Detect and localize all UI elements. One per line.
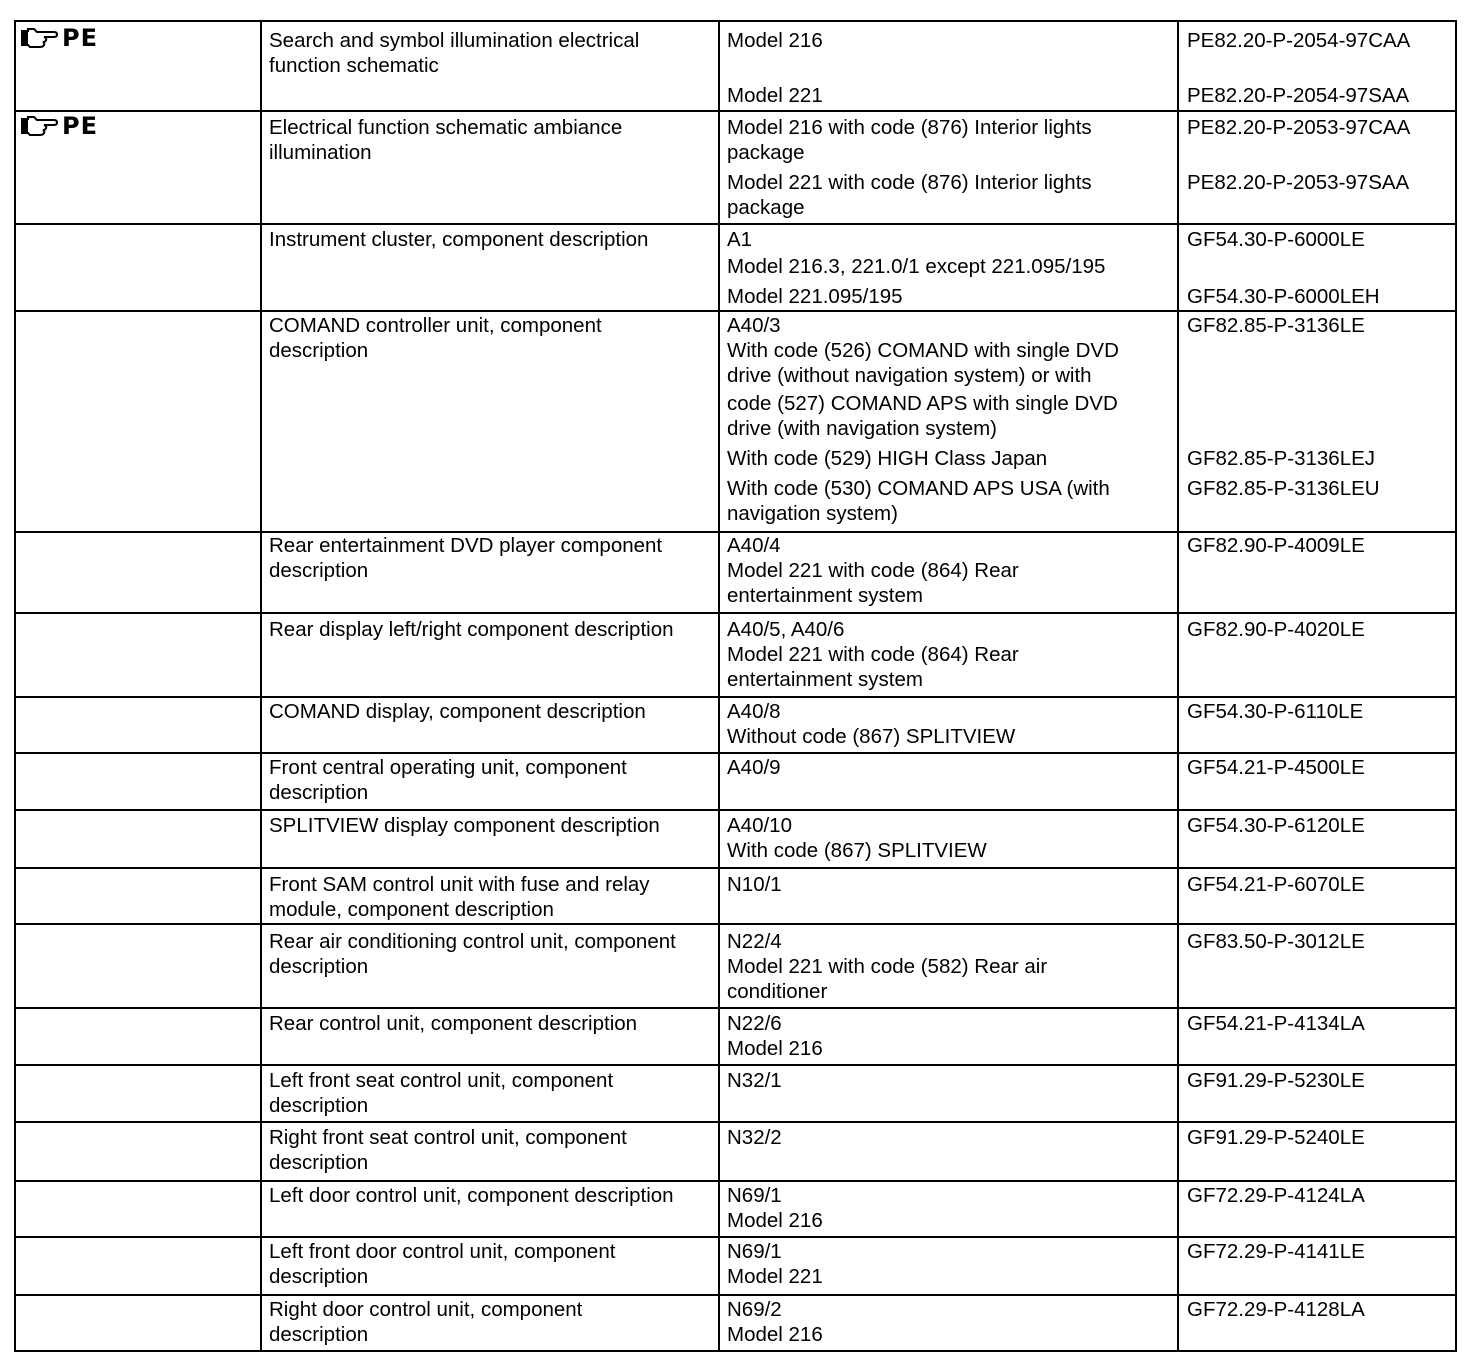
applicability-line: With code (529) HIGH Class Japan <box>727 447 1048 470</box>
component-description <box>269 1183 674 1208</box>
pointing-hand-icon <box>20 26 58 50</box>
document-reference[interactable]: PE82.20-P-2053-97CAA <box>1187 116 1411 139</box>
component-description <box>269 1011 637 1036</box>
column-divider <box>1177 809 1179 867</box>
column-divider <box>260 1121 262 1180</box>
column-divider <box>260 696 262 752</box>
column-divider <box>718 1236 720 1294</box>
applicability-line: conditioner <box>727 980 828 1003</box>
applicability-line: N32/2 <box>727 1126 782 1149</box>
applicability-line: navigation system) <box>727 502 898 525</box>
description-line: Left door control unit, component description <box>269 1184 674 1207</box>
column-divider <box>1177 110 1179 223</box>
applicability-line: Model 221 <box>727 1265 823 1288</box>
pe-reference-badge[interactable] <box>20 25 98 51</box>
applicability-line: drive (without navigation system) or with <box>727 364 1092 387</box>
description-line: Instrument cluster, component description <box>269 228 649 251</box>
document-reference[interactable]: GF82.85-P-3136LE <box>1187 314 1365 337</box>
applicability-text <box>727 476 1110 526</box>
component-description <box>269 929 676 979</box>
applicability-line: N22/4 <box>727 930 782 953</box>
applicability-line: N32/1 <box>727 1069 782 1092</box>
column-divider <box>718 1180 720 1236</box>
description-line: Right front seat control unit, component <box>269 1126 627 1149</box>
column-divider <box>718 223 720 310</box>
table-row <box>14 20 1457 112</box>
applicability-line: Model 216 with code (876) Interior lights <box>727 116 1092 139</box>
column-divider <box>260 22 262 110</box>
table-row <box>14 110 1457 225</box>
description-line: description <box>269 339 369 362</box>
table-row <box>14 1294 1457 1352</box>
applicability-line: code (527) COMAND APS with single DVD <box>727 392 1118 415</box>
component-description <box>269 533 662 583</box>
applicability-text <box>727 1239 823 1289</box>
column-divider <box>260 809 262 867</box>
applicability-text <box>727 1183 823 1233</box>
description-line: Left front door control unit, component <box>269 1240 616 1263</box>
description-line: Left front seat control unit, component <box>269 1069 614 1092</box>
column-divider <box>718 1007 720 1064</box>
description-line: Right door control unit, component <box>269 1298 583 1321</box>
description-line: description <box>269 559 369 582</box>
description-line: Electrical function schematic ambiance <box>269 116 623 139</box>
component-description <box>269 699 646 724</box>
component-description <box>269 813 660 838</box>
table-row <box>14 923 1457 1009</box>
document-reference[interactable]: GF54.21-P-6070LE <box>1187 873 1365 896</box>
description-line: description <box>269 781 369 804</box>
column-divider <box>1177 923 1179 1007</box>
column-divider <box>260 1294 262 1350</box>
column-divider <box>260 923 262 1007</box>
column-divider <box>718 22 720 110</box>
applicability-line: Model 221 with code (582) Rear air <box>727 955 1048 978</box>
applicability-text <box>727 755 781 780</box>
applicability-line: Model 221 with code (864) Rear <box>727 559 1019 582</box>
component-description <box>269 1297 582 1347</box>
applicability-line: Model 216 <box>727 1209 823 1232</box>
document-reference[interactable]: PE82.20-P-2054-97SAA <box>1187 84 1410 107</box>
column-divider <box>1177 612 1179 696</box>
applicability-line: A40/4 <box>727 534 781 557</box>
component-description <box>269 313 602 363</box>
applicability-line: drive (with navigation system) <box>727 417 998 440</box>
description-line: description <box>269 1151 369 1174</box>
description-line: SPLITVIEW display component description <box>269 814 660 837</box>
column-divider <box>1177 1121 1179 1180</box>
column-divider <box>260 612 262 696</box>
description-line: Rear air conditioning control unit, component <box>269 930 676 953</box>
applicability-text <box>727 254 1105 279</box>
document-reference[interactable]: GF82.90-P-4009LE <box>1187 534 1365 557</box>
column-divider <box>718 531 720 612</box>
table-row <box>14 1007 1457 1066</box>
table-row <box>14 867 1457 925</box>
applicability-text <box>727 313 1119 388</box>
applicability-line: Model 221 <box>727 84 823 107</box>
applicability-text <box>727 446 1047 471</box>
applicability-text <box>727 1068 782 1093</box>
column-divider <box>1177 531 1179 612</box>
table-row <box>14 752 1457 811</box>
pointing-hand-icon <box>20 114 58 138</box>
applicability-line: Model 221 with code (876) Interior lights <box>727 171 1092 194</box>
document-reference[interactable]: GF91.29-P-5240LE <box>1187 1126 1365 1149</box>
column-divider <box>718 1294 720 1350</box>
applicability-line: entertainment system <box>727 668 923 691</box>
document-reference[interactable]: GF72.29-P-4128LA <box>1187 1298 1365 1321</box>
applicability-line: A1 <box>727 228 753 251</box>
applicability-line: Model 216.3, 221.0/1 except 221.095/195 <box>727 255 1106 278</box>
applicability-line: Model 216 <box>727 1037 823 1060</box>
description-line: description <box>269 1094 369 1117</box>
column-divider <box>260 1180 262 1236</box>
applicability-line: A40/8 <box>727 700 781 723</box>
table-row <box>14 1064 1457 1123</box>
column-divider <box>1177 1007 1179 1064</box>
applicability-text <box>727 28 823 53</box>
applicability-text <box>727 1125 782 1150</box>
applicability-line: entertainment system <box>727 584 923 607</box>
description-line: description <box>269 1265 369 1288</box>
description-line: function schematic <box>269 54 439 77</box>
column-divider <box>718 923 720 1007</box>
pe-badge-label: PE <box>62 24 98 52</box>
applicability-line: N22/6 <box>727 1012 782 1035</box>
column-divider <box>718 110 720 223</box>
pe-badge-label: PE <box>62 112 98 140</box>
description-line: Rear display left/right component description <box>269 618 674 641</box>
description-line: COMAND display, component description <box>269 700 646 723</box>
description-line: Front SAM control unit with fuse and relay <box>269 873 650 896</box>
description-line: Rear entertainment DVD player component <box>269 534 663 557</box>
component-description <box>269 617 674 642</box>
component-description <box>269 872 650 922</box>
applicability-text <box>727 115 1092 165</box>
document-reference[interactable]: GF54.21-P-4500LE <box>1187 756 1365 779</box>
document-reference[interactable]: GF82.85-P-3136LEJ <box>1187 447 1376 470</box>
table-row <box>14 531 1457 614</box>
column-divider <box>260 1064 262 1121</box>
column-divider <box>260 1236 262 1294</box>
column-divider <box>260 531 262 612</box>
description-line: description <box>269 955 369 978</box>
applicability-text <box>727 1297 823 1347</box>
applicability-text <box>727 617 1019 692</box>
column-divider <box>1177 752 1179 809</box>
applicability-text <box>727 227 752 252</box>
applicability-line: package <box>727 196 805 219</box>
description-line: COMAND controller unit, component <box>269 314 602 337</box>
applicability-text <box>727 699 1015 749</box>
applicability-text <box>727 872 782 897</box>
applicability-line: A40/9 <box>727 756 781 779</box>
component-description <box>269 1068 613 1118</box>
component-description <box>269 755 627 805</box>
component-description <box>269 227 648 252</box>
column-divider <box>1177 696 1179 752</box>
table-row <box>14 1236 1457 1296</box>
document-reference[interactable]: GF54.30-P-6110LE <box>1187 700 1364 723</box>
applicability-line: Model 221 with code (864) Rear <box>727 643 1019 666</box>
document-reference[interactable]: GF82.85-P-3136LEU <box>1187 477 1380 500</box>
applicability-line: package <box>727 141 805 164</box>
column-divider <box>1177 310 1179 531</box>
table-row <box>14 310 1457 533</box>
description-line: module, component description <box>269 898 554 921</box>
description-line: Front central operating unit, component <box>269 756 627 779</box>
column-divider <box>1177 1180 1179 1236</box>
component-description <box>269 1239 615 1289</box>
applicability-text <box>727 533 1019 608</box>
applicability-line: N69/1 <box>727 1240 782 1263</box>
table-row <box>14 1180 1457 1238</box>
column-divider <box>718 612 720 696</box>
column-divider <box>718 310 720 531</box>
applicability-line: With code (867) SPLITVIEW <box>727 839 987 862</box>
applicability-text <box>727 284 903 309</box>
document-reference[interactable]: GF72.29-P-4124LA <box>1187 1184 1365 1207</box>
document-reference[interactable]: PE82.20-P-2054-97CAA <box>1187 29 1411 52</box>
document-reference[interactable]: PE82.20-P-2053-97SAA <box>1187 171 1410 194</box>
applicability-line: With code (526) COMAND with single DVD <box>727 339 1119 362</box>
applicability-text <box>727 170 1092 220</box>
document-reference[interactable]: GF54.21-P-4134LA <box>1187 1012 1365 1035</box>
applicability-text <box>727 391 1118 441</box>
table-row <box>14 809 1457 869</box>
column-divider <box>260 1007 262 1064</box>
applicability-text <box>727 813 987 863</box>
applicability-line: N69/1 <box>727 1184 782 1207</box>
column-divider <box>260 752 262 809</box>
column-divider <box>718 1064 720 1121</box>
column-divider <box>1177 22 1179 110</box>
description-line: Rear control unit, component description <box>269 1012 638 1035</box>
table-row <box>14 612 1457 698</box>
document-reference[interactable]: GF91.29-P-5230LE <box>1187 1069 1365 1092</box>
component-description <box>269 28 639 78</box>
column-divider <box>718 809 720 867</box>
document-reference[interactable]: GF72.29-P-4141LE <box>1187 1240 1365 1263</box>
column-divider <box>1177 1064 1179 1121</box>
column-divider <box>260 223 262 310</box>
applicability-line: A40/3 <box>727 314 781 337</box>
table-row <box>14 696 1457 754</box>
column-divider <box>1177 1294 1179 1350</box>
document-reference[interactable]: GF54.30-P-6000LE <box>1187 228 1365 251</box>
applicability-line: Model 216 <box>727 29 823 52</box>
column-divider <box>1177 223 1179 310</box>
applicability-text <box>727 929 1047 1004</box>
applicability-line: A40/10 <box>727 814 792 837</box>
applicability-line: Model 221.095/195 <box>727 285 903 308</box>
component-description <box>269 115 622 165</box>
description-line: Search and symbol illumination electrical <box>269 29 640 52</box>
column-divider <box>260 310 262 531</box>
column-divider <box>718 867 720 923</box>
document-reference[interactable]: GF54.30-P-6120LE <box>1187 814 1365 837</box>
description-line: description <box>269 1323 369 1346</box>
table-row <box>14 223 1457 312</box>
column-divider <box>1177 1236 1179 1294</box>
column-divider <box>718 1121 720 1180</box>
document-reference[interactable]: GF54.30-P-6000LEH <box>1187 285 1380 308</box>
table-row <box>14 1121 1457 1182</box>
applicability-line: With code (530) COMAND APS USA (with <box>727 477 1110 500</box>
column-divider <box>718 752 720 809</box>
applicability-line: Without code (867) SPLITVIEW <box>727 725 1016 748</box>
pe-reference-badge[interactable] <box>20 113 98 139</box>
column-divider <box>1177 867 1179 923</box>
column-divider <box>718 696 720 752</box>
column-divider <box>260 867 262 923</box>
applicability-line: Model 216 <box>727 1323 823 1346</box>
component-description <box>269 1125 627 1175</box>
applicability-text <box>727 83 823 108</box>
applicability-line: A40/5, A40/6 <box>727 618 845 641</box>
applicability-line: N69/2 <box>727 1298 782 1321</box>
applicability-line: N10/1 <box>727 873 782 896</box>
document-reference[interactable]: GF83.50-P-3012LE <box>1187 930 1365 953</box>
document-reference[interactable]: GF82.90-P-4020LE <box>1187 618 1365 641</box>
column-divider <box>260 110 262 223</box>
applicability-text <box>727 1011 823 1061</box>
description-line: illumination <box>269 141 372 164</box>
